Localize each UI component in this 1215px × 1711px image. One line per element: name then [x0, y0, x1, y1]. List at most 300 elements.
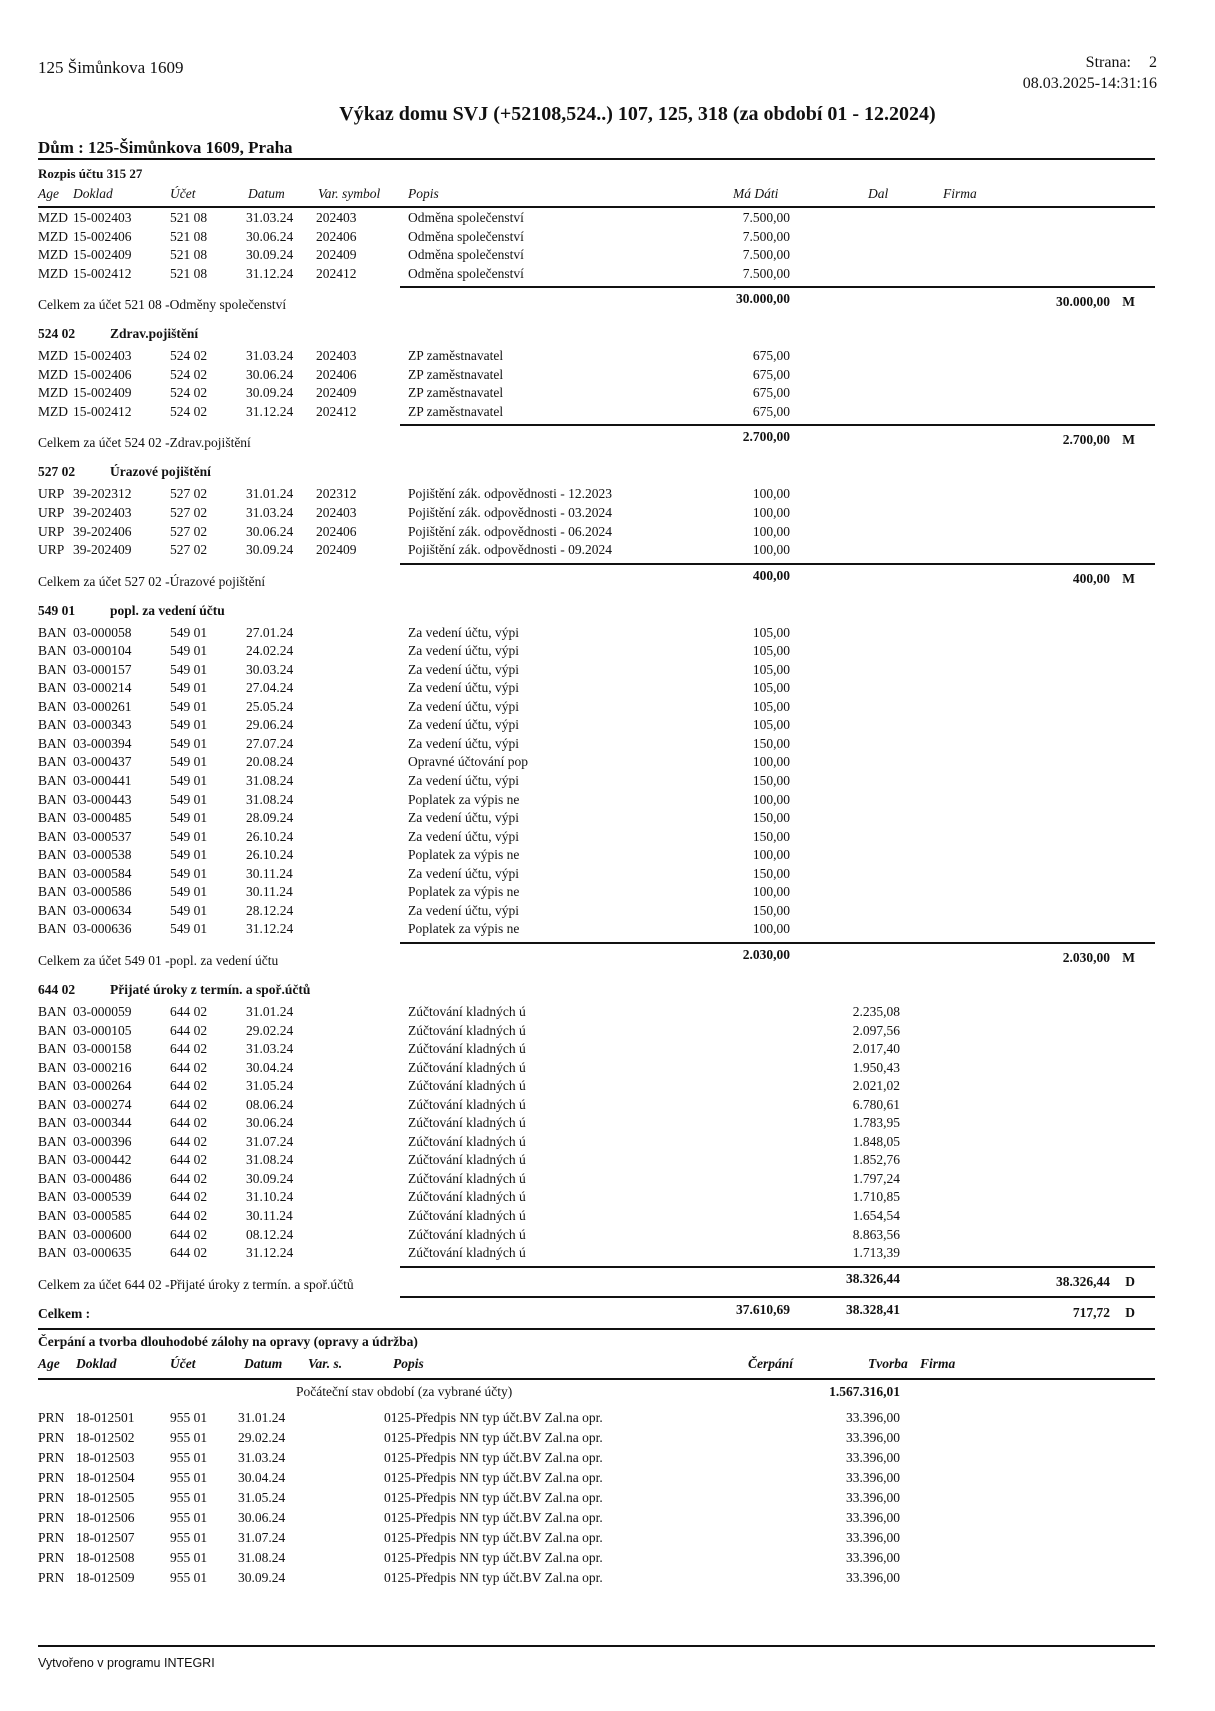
- cell-doklad: 03-000343: [73, 717, 132, 733]
- col-doklad: Doklad: [76, 1355, 117, 1371]
- cell-dal: 1.852,76: [852, 1152, 900, 1168]
- subtotal-ma-dati: 2.700,00: [742, 429, 790, 445]
- cell-ma-dati: 150,00: [752, 735, 790, 751]
- cell-dal: 2.235,08: [852, 1003, 900, 1019]
- cell-ucet: 527 02: [170, 486, 208, 502]
- cell-popis: Zúčtování kladných ú: [408, 1115, 526, 1131]
- table-row: [38, 921, 1155, 941]
- cell-popis: Zúčtování kladných ú: [408, 1170, 526, 1186]
- cell-dal: 1.713,39: [852, 1245, 900, 1261]
- divider: [38, 1378, 1155, 1380]
- cell-ucet: 549 01: [170, 810, 208, 826]
- cell-age: URP: [38, 504, 65, 520]
- cell-popis: Odměna společenství: [408, 265, 524, 281]
- cell-datum: 30.09.24: [246, 542, 294, 558]
- cell-ma-dati: 675,00: [752, 366, 790, 382]
- account-group-heading: [38, 326, 1155, 346]
- cell-datum: 30.06.24: [246, 523, 294, 539]
- cell-dal: 1.783,95: [852, 1115, 900, 1131]
- subtotal-ma-dati: 30.000,00: [736, 291, 790, 307]
- cell-datum: 27.07.24: [246, 735, 294, 751]
- table-row: [38, 1450, 1155, 1470]
- cell-dal: 2.021,02: [852, 1078, 900, 1094]
- cell-dal: 1.848,05: [852, 1133, 900, 1149]
- cell-popis: Za vedení účtu, výpi: [408, 624, 519, 640]
- cell-popis: Za vedení účtu, výpi: [408, 717, 519, 733]
- cell-doklad: 03-000600: [73, 1226, 132, 1242]
- account-code: 549 01: [38, 602, 76, 618]
- cell-var-symbol: 202406: [316, 228, 357, 244]
- cell-age: BAN: [38, 791, 67, 807]
- cell-doklad: 03-000158: [73, 1041, 132, 1057]
- subtotal-divider: [400, 1266, 1155, 1268]
- table-row: [38, 643, 1155, 663]
- cell-ucet: 521 08: [170, 228, 208, 244]
- cell-age: BAN: [38, 680, 67, 696]
- subtotal-label: Celkem za účet 521 08 -Odměny společenství: [38, 297, 287, 313]
- cell-doklad: 03-000261: [73, 698, 132, 714]
- table-row: [38, 1171, 1155, 1191]
- col-age: Age: [38, 186, 59, 201]
- cell-ucet: 521 08: [170, 247, 208, 263]
- col-tvorba: Tvorba: [868, 1355, 908, 1371]
- cell-doklad: 03-000157: [73, 661, 132, 677]
- footer-credit: Vytvořeno v programu INTEGRI: [38, 1656, 215, 1670]
- opening-balance-row: [38, 1384, 1155, 1404]
- cell-datum: 30.09.24: [246, 247, 294, 263]
- cell-ucet: 549 01: [170, 902, 208, 918]
- cell-popis: Poplatek za výpis ne: [408, 884, 520, 900]
- cell-dal: 1.797,24: [852, 1170, 900, 1186]
- cell-popis: Poplatek za výpis ne: [408, 921, 520, 937]
- cell-ucet: 549 01: [170, 773, 208, 788]
- cell-datum: 31.05.24: [238, 1489, 286, 1505]
- cell-doklad: 15-002403: [73, 210, 132, 225]
- cell-popis: ZP zaměstnavatel: [408, 366, 504, 382]
- cell-datum: 25.05.24: [246, 698, 294, 714]
- cell-var-symbol: 202406: [316, 366, 357, 382]
- cell-datum: 24.02.24: [246, 643, 294, 659]
- col-datum: Datum: [248, 186, 285, 201]
- cell-ucet: 549 01: [170, 735, 208, 751]
- balance-flag: M: [1122, 432, 1135, 448]
- cell-datum: 30.09.24: [238, 1569, 286, 1585]
- cell-doklad: 03-000539: [73, 1189, 132, 1205]
- cell-age: URP: [38, 542, 65, 558]
- cell-datum: 31.12.24: [246, 403, 294, 419]
- cell-popis: Za vedení účtu, výpi: [408, 865, 519, 881]
- cell-datum: 31.03.24: [246, 504, 294, 520]
- account-name: Zdrav.pojištění: [110, 326, 199, 342]
- table-row: [38, 1023, 1155, 1043]
- cell-doklad: 39-202403: [73, 504, 132, 520]
- cell-age: BAN: [38, 1133, 67, 1149]
- col-cerpani: Čerpání: [748, 1355, 794, 1371]
- cell-popis: Za vedení účtu, výpi: [408, 735, 519, 751]
- page-indicator: [1023, 52, 1157, 73]
- cell-age: MZD: [38, 403, 68, 419]
- subtotal-label: Celkem za účet 524 02 -Zdrav.pojištění: [38, 435, 251, 451]
- table-row: [38, 505, 1155, 525]
- cell-ucet: 644 02: [170, 1152, 208, 1168]
- cell-ucet: 955 01: [170, 1569, 208, 1585]
- cell-ma-dati: 7.500,00: [742, 265, 790, 281]
- cell-ucet: 549 01: [170, 661, 208, 677]
- cell-popis: Za vedení účtu, výpi: [408, 680, 519, 696]
- cell-datum: 30.11.24: [246, 1208, 293, 1223]
- cell-age: BAN: [38, 1041, 67, 1057]
- cell-doklad: 18-012503: [76, 1449, 135, 1465]
- cell-age: BAN: [38, 643, 67, 659]
- cell-ma-dati: 100,00: [752, 847, 790, 863]
- print-timestamp: 08.03.2025-14:31:16: [1022, 75, 1157, 92]
- balance-flag: M: [1122, 949, 1135, 965]
- cell-popis: Pojištění zák. odpovědnosti - 12.2023: [408, 486, 612, 502]
- cell-popis: Zúčtování kladných ú: [408, 1003, 526, 1019]
- cell-dal: 2.097,56: [852, 1022, 900, 1038]
- cell-age: BAN: [38, 828, 67, 844]
- cell-age: PRN: [38, 1509, 65, 1525]
- subtotal-label: Celkem za účet 527 02 -Úrazové pojištění: [38, 573, 266, 589]
- cell-var-symbol: 202403: [316, 348, 357, 364]
- cell-ucet: 644 02: [170, 1041, 208, 1057]
- cell-tvorba: 33.396,00: [846, 1449, 900, 1465]
- subtotal-balance: 400,00: [1072, 570, 1110, 586]
- cell-popis: Za vedení účtu, výpi: [408, 828, 519, 844]
- table-row: [38, 404, 1155, 424]
- cell-datum: 28.09.24: [246, 810, 294, 826]
- cell-age: BAN: [38, 1115, 67, 1131]
- cell-doklad: 03-000396: [73, 1133, 132, 1149]
- col-age: Age: [38, 1355, 60, 1371]
- cell-doklad: 03-000394: [73, 735, 132, 751]
- table-row: [38, 1041, 1155, 1061]
- cell-doklad: 03-000636: [73, 921, 132, 937]
- cell-ucet: 955 01: [170, 1409, 208, 1425]
- cell-ucet: 549 01: [170, 791, 208, 807]
- cell-ma-dati: 100,00: [752, 791, 790, 807]
- table-row: [38, 1530, 1155, 1550]
- cell-ucet: 644 02: [170, 1059, 208, 1075]
- cell-doklad: 18-012506: [76, 1509, 135, 1525]
- cell-popis: Odměna společenství: [408, 247, 524, 263]
- cell-datum: 31.03.24: [238, 1449, 286, 1465]
- cell-ucet: 955 01: [170, 1489, 208, 1505]
- col-popis: Popis: [408, 186, 439, 201]
- cell-datum: 27.04.24: [246, 680, 294, 696]
- cell-ucet: 644 02: [170, 1170, 208, 1186]
- cell-datum: 31.05.24: [246, 1078, 294, 1094]
- cell-age: PRN: [38, 1549, 65, 1565]
- cell-popis: Odměna společenství: [408, 210, 524, 225]
- cell-age: BAN: [38, 773, 67, 788]
- cell-ucet: 549 01: [170, 828, 208, 844]
- cell-doklad: 03-000214: [73, 680, 132, 696]
- cell-datum: 30.03.24: [246, 661, 294, 677]
- cell-dal: 1.710,85: [852, 1189, 900, 1205]
- cell-popis: Opravné účtování pop: [408, 754, 528, 770]
- page-number: 2: [1149, 54, 1157, 71]
- cell-ucet: 549 01: [170, 847, 208, 863]
- cell-ucet: 955 01: [170, 1429, 208, 1445]
- divider: [38, 1645, 1155, 1647]
- subtotal-ma-dati: 2.030,00: [742, 946, 790, 962]
- cell-age: PRN: [38, 1449, 65, 1465]
- cell-ucet: 644 02: [170, 1208, 208, 1223]
- cell-dal: 1.654,54: [852, 1208, 900, 1223]
- col-var-symbol: Var. symbol: [318, 186, 381, 201]
- cell-tvorba: 33.396,00: [846, 1569, 900, 1585]
- balance-flag: D: [1125, 1273, 1135, 1289]
- cell-ucet: 549 01: [170, 921, 208, 937]
- cell-age: MZD: [38, 228, 68, 244]
- table-row: [38, 210, 1155, 230]
- cell-ma-dati: 150,00: [752, 902, 790, 918]
- cell-doklad: 03-000264: [73, 1078, 132, 1094]
- cell-doklad: 03-000274: [73, 1096, 132, 1112]
- account-group-heading: [38, 603, 1155, 623]
- opening-label: Počáteční stav období (za vybrané účty): [296, 1383, 513, 1399]
- cell-age: MZD: [38, 366, 68, 382]
- cell-ma-dati: 105,00: [752, 680, 790, 696]
- col-doklad: Doklad: [73, 186, 113, 201]
- cell-popis: 0125-Předpis NN typ účt.BV Zal.na opr.: [384, 1529, 603, 1545]
- cell-doklad: 03-000216: [73, 1059, 132, 1075]
- cell-ma-dati: 105,00: [752, 624, 790, 640]
- cell-age: BAN: [38, 1022, 67, 1038]
- cell-doklad: 03-000584: [73, 865, 132, 881]
- cell-datum: 20.08.24: [246, 754, 294, 770]
- cell-popis: Za vedení účtu, výpi: [408, 810, 519, 826]
- cell-doklad: 39-202406: [73, 523, 132, 539]
- table-row: [38, 884, 1155, 904]
- cell-doklad: 18-012505: [76, 1489, 135, 1505]
- cell-age: BAN: [38, 698, 67, 714]
- cell-doklad: 03-000442: [73, 1152, 132, 1168]
- cell-doklad: 15-002409: [73, 385, 132, 401]
- table-row: [38, 866, 1155, 886]
- header-building: 125 Šimůnkova 1609: [38, 58, 184, 77]
- cell-datum: 31.03.24: [246, 348, 294, 364]
- cell-tvorba: 33.396,00: [846, 1489, 900, 1505]
- table-row: [38, 773, 1155, 793]
- table-row: [38, 1115, 1155, 1135]
- cell-age: PRN: [38, 1469, 65, 1485]
- cell-doklad: 03-000058: [73, 624, 132, 640]
- cell-popis: 0125-Předpis NN typ účt.BV Zal.na opr.: [384, 1469, 603, 1485]
- cell-ma-dati: 150,00: [752, 773, 790, 788]
- table-row: [38, 736, 1155, 756]
- cell-ma-dati: 100,00: [752, 504, 790, 520]
- cell-ma-dati: 105,00: [752, 717, 790, 733]
- cell-tvorba: 33.396,00: [846, 1409, 900, 1425]
- cell-ma-dati: 100,00: [752, 523, 790, 539]
- divider: [38, 206, 1155, 208]
- section-label: Rozpis účtu 315 27: [38, 166, 143, 181]
- cell-popis: ZP zaměstnavatel: [408, 385, 504, 401]
- cell-ma-dati: 100,00: [752, 884, 790, 900]
- table-row: [38, 699, 1155, 719]
- cell-ucet: 549 01: [170, 884, 208, 900]
- cell-age: BAN: [38, 1189, 67, 1205]
- cell-datum: 29.02.24: [238, 1429, 286, 1445]
- cell-age: PRN: [38, 1529, 65, 1545]
- cell-doklad: 03-000104: [73, 643, 132, 659]
- subtotal-row: [38, 1271, 1155, 1291]
- cell-popis: Zúčtování kladných ú: [408, 1059, 526, 1075]
- cell-datum: 31.01.24: [238, 1409, 286, 1425]
- cell-doklad: 03-000437: [73, 754, 132, 770]
- cell-ucet: 521 08: [170, 265, 208, 281]
- cell-ma-dati: 150,00: [752, 810, 790, 826]
- section-label: Čerpání a tvorba dlouhodobé zálohy na opravy (opravy a údržba): [38, 1333, 418, 1349]
- cell-doklad: 18-012507: [76, 1529, 135, 1545]
- cell-popis: Zúčtování kladných ú: [408, 1189, 526, 1205]
- cell-popis: Poplatek za výpis ne: [408, 847, 520, 863]
- cell-ucet: 644 02: [170, 1133, 208, 1149]
- cell-age: MZD: [38, 348, 68, 364]
- col-popis: Popis: [393, 1355, 424, 1371]
- cell-popis: Za vedení účtu, výpi: [408, 902, 519, 918]
- cell-ucet: 644 02: [170, 1078, 208, 1094]
- cell-tvorba: 33.396,00: [846, 1429, 900, 1445]
- cell-dal: 6.780,61: [852, 1096, 900, 1112]
- cell-age: BAN: [38, 884, 67, 900]
- cell-datum: 31.12.24: [246, 265, 294, 281]
- cell-doklad: 15-002406: [73, 228, 132, 244]
- table-row: [38, 229, 1155, 249]
- table-row: [38, 1245, 1155, 1265]
- table-row: [38, 1189, 1155, 1209]
- cell-ucet: 644 02: [170, 1226, 208, 1242]
- table-row: [38, 542, 1155, 562]
- table-row: [38, 1060, 1155, 1080]
- table-row: [38, 662, 1155, 682]
- col-firma: Firma: [920, 1355, 956, 1371]
- cell-age: MZD: [38, 385, 68, 401]
- cell-ma-dati: 7.500,00: [742, 210, 790, 225]
- cell-popis: 0125-Předpis NN typ účt.BV Zal.na opr.: [384, 1549, 603, 1565]
- cell-age: PRN: [38, 1429, 65, 1445]
- table-row: [38, 367, 1155, 387]
- cell-doklad: 03-000634: [73, 902, 132, 918]
- cell-doklad: 15-002412: [73, 403, 132, 419]
- cell-datum: 30.04.24: [238, 1469, 286, 1485]
- cell-ucet: 955 01: [170, 1449, 208, 1465]
- cell-datum: 30.09.24: [246, 385, 294, 401]
- cell-ucet: 955 01: [170, 1529, 208, 1545]
- cell-popis: 0125-Předpis NN typ účt.BV Zal.na opr.: [384, 1429, 603, 1445]
- cell-ucet: 644 02: [170, 1096, 208, 1112]
- cell-var-symbol: 202409: [316, 247, 357, 263]
- cell-popis: 0125-Předpis NN typ účt.BV Zal.na opr.: [384, 1569, 603, 1585]
- balance-flag: M: [1122, 294, 1135, 310]
- cell-var-symbol: 202412: [316, 265, 357, 281]
- cell-ma-dati: 675,00: [752, 385, 790, 401]
- cell-age: BAN: [38, 921, 67, 937]
- subtotal-divider: [400, 563, 1155, 565]
- subtotal-divider: [400, 424, 1155, 426]
- divider: [38, 1328, 1155, 1330]
- col-dal: Dal: [868, 186, 889, 201]
- cell-datum: 30.06.24: [238, 1509, 286, 1525]
- cell-dal: 2.017,40: [852, 1041, 900, 1057]
- table-row: [38, 680, 1155, 700]
- cell-ma-dati: 7.500,00: [742, 247, 790, 263]
- cell-ma-dati: 100,00: [752, 486, 790, 502]
- grand-total-dal: 38.328,41: [846, 1301, 900, 1317]
- cell-doklad: 03-000441: [73, 773, 132, 788]
- cell-tvorba: 33.396,00: [846, 1529, 900, 1545]
- cell-age: BAN: [38, 735, 67, 751]
- cell-var-symbol: 202406: [316, 523, 357, 539]
- subtotal-divider: [400, 942, 1155, 944]
- subtotal-balance: 30.000,00: [1056, 294, 1110, 310]
- cell-ucet: 644 02: [170, 1022, 208, 1038]
- cell-ucet: 524 02: [170, 366, 208, 382]
- cell-doklad: 03-000059: [73, 1003, 132, 1019]
- cell-age: BAN: [38, 1208, 67, 1223]
- cell-doklad: 18-012508: [76, 1549, 135, 1565]
- cell-ucet: 549 01: [170, 865, 208, 881]
- cell-age: BAN: [38, 1170, 67, 1186]
- balance-flag: D: [1125, 1304, 1135, 1320]
- cell-doklad: 18-012504: [76, 1469, 135, 1485]
- table-row: [38, 1410, 1155, 1430]
- cell-dal: 8.863,56: [852, 1226, 900, 1242]
- subtotal-balance: 38.326,44: [1056, 1273, 1110, 1289]
- cell-datum: 27.01.24: [246, 624, 294, 640]
- cell-ucet: 549 01: [170, 717, 208, 733]
- cell-datum: 28.12.24: [246, 902, 294, 918]
- cell-age: MZD: [38, 247, 68, 263]
- cell-doklad: 03-000585: [73, 1208, 132, 1223]
- table-row: [38, 810, 1155, 830]
- cell-ma-dati: 100,00: [752, 542, 790, 558]
- account-name: Úrazové pojištění: [110, 464, 211, 480]
- table-row: [38, 1208, 1155, 1228]
- cell-age: MZD: [38, 210, 68, 225]
- cell-datum: 31.08.24: [246, 791, 294, 807]
- cell-ucet: 549 01: [170, 754, 208, 770]
- cell-age: URP: [38, 486, 65, 502]
- account-name: popl. za vedení účtu: [110, 602, 225, 618]
- cell-ma-dati: 105,00: [752, 698, 790, 714]
- cell-datum: 26.10.24: [246, 828, 294, 844]
- cell-ma-dati: 7.500,00: [742, 228, 790, 244]
- table-row: [38, 1004, 1155, 1024]
- col-ma-dati: Má Dáti: [733, 186, 779, 201]
- cell-ucet: 644 02: [170, 1245, 208, 1261]
- cell-datum: 30.06.24: [246, 1115, 294, 1131]
- cell-age: BAN: [38, 1245, 67, 1261]
- cell-ucet: 549 01: [170, 643, 208, 659]
- cell-popis: Za vedení účtu, výpi: [408, 698, 519, 714]
- cell-doklad: 03-000486: [73, 1170, 132, 1186]
- table-row: [38, 385, 1155, 405]
- table-row: [38, 247, 1155, 267]
- account-name: Přijaté úroky z termín. a spoř.účtů: [110, 981, 311, 997]
- cell-ucet: 955 01: [170, 1549, 208, 1565]
- table-row: [38, 1097, 1155, 1117]
- table-row: [38, 1134, 1155, 1154]
- cell-var-symbol: 202403: [316, 504, 357, 520]
- cell-age: BAN: [38, 1226, 67, 1242]
- subtotal-label: Celkem za účet 644 02 -Přijaté úroky z termín. a spoř.účtů: [38, 1276, 354, 1292]
- cell-doklad: 03-000538: [73, 847, 132, 863]
- cell-popis: Za vedení účtu, výpi: [408, 643, 519, 659]
- cell-dal: 1.950,43: [852, 1059, 900, 1075]
